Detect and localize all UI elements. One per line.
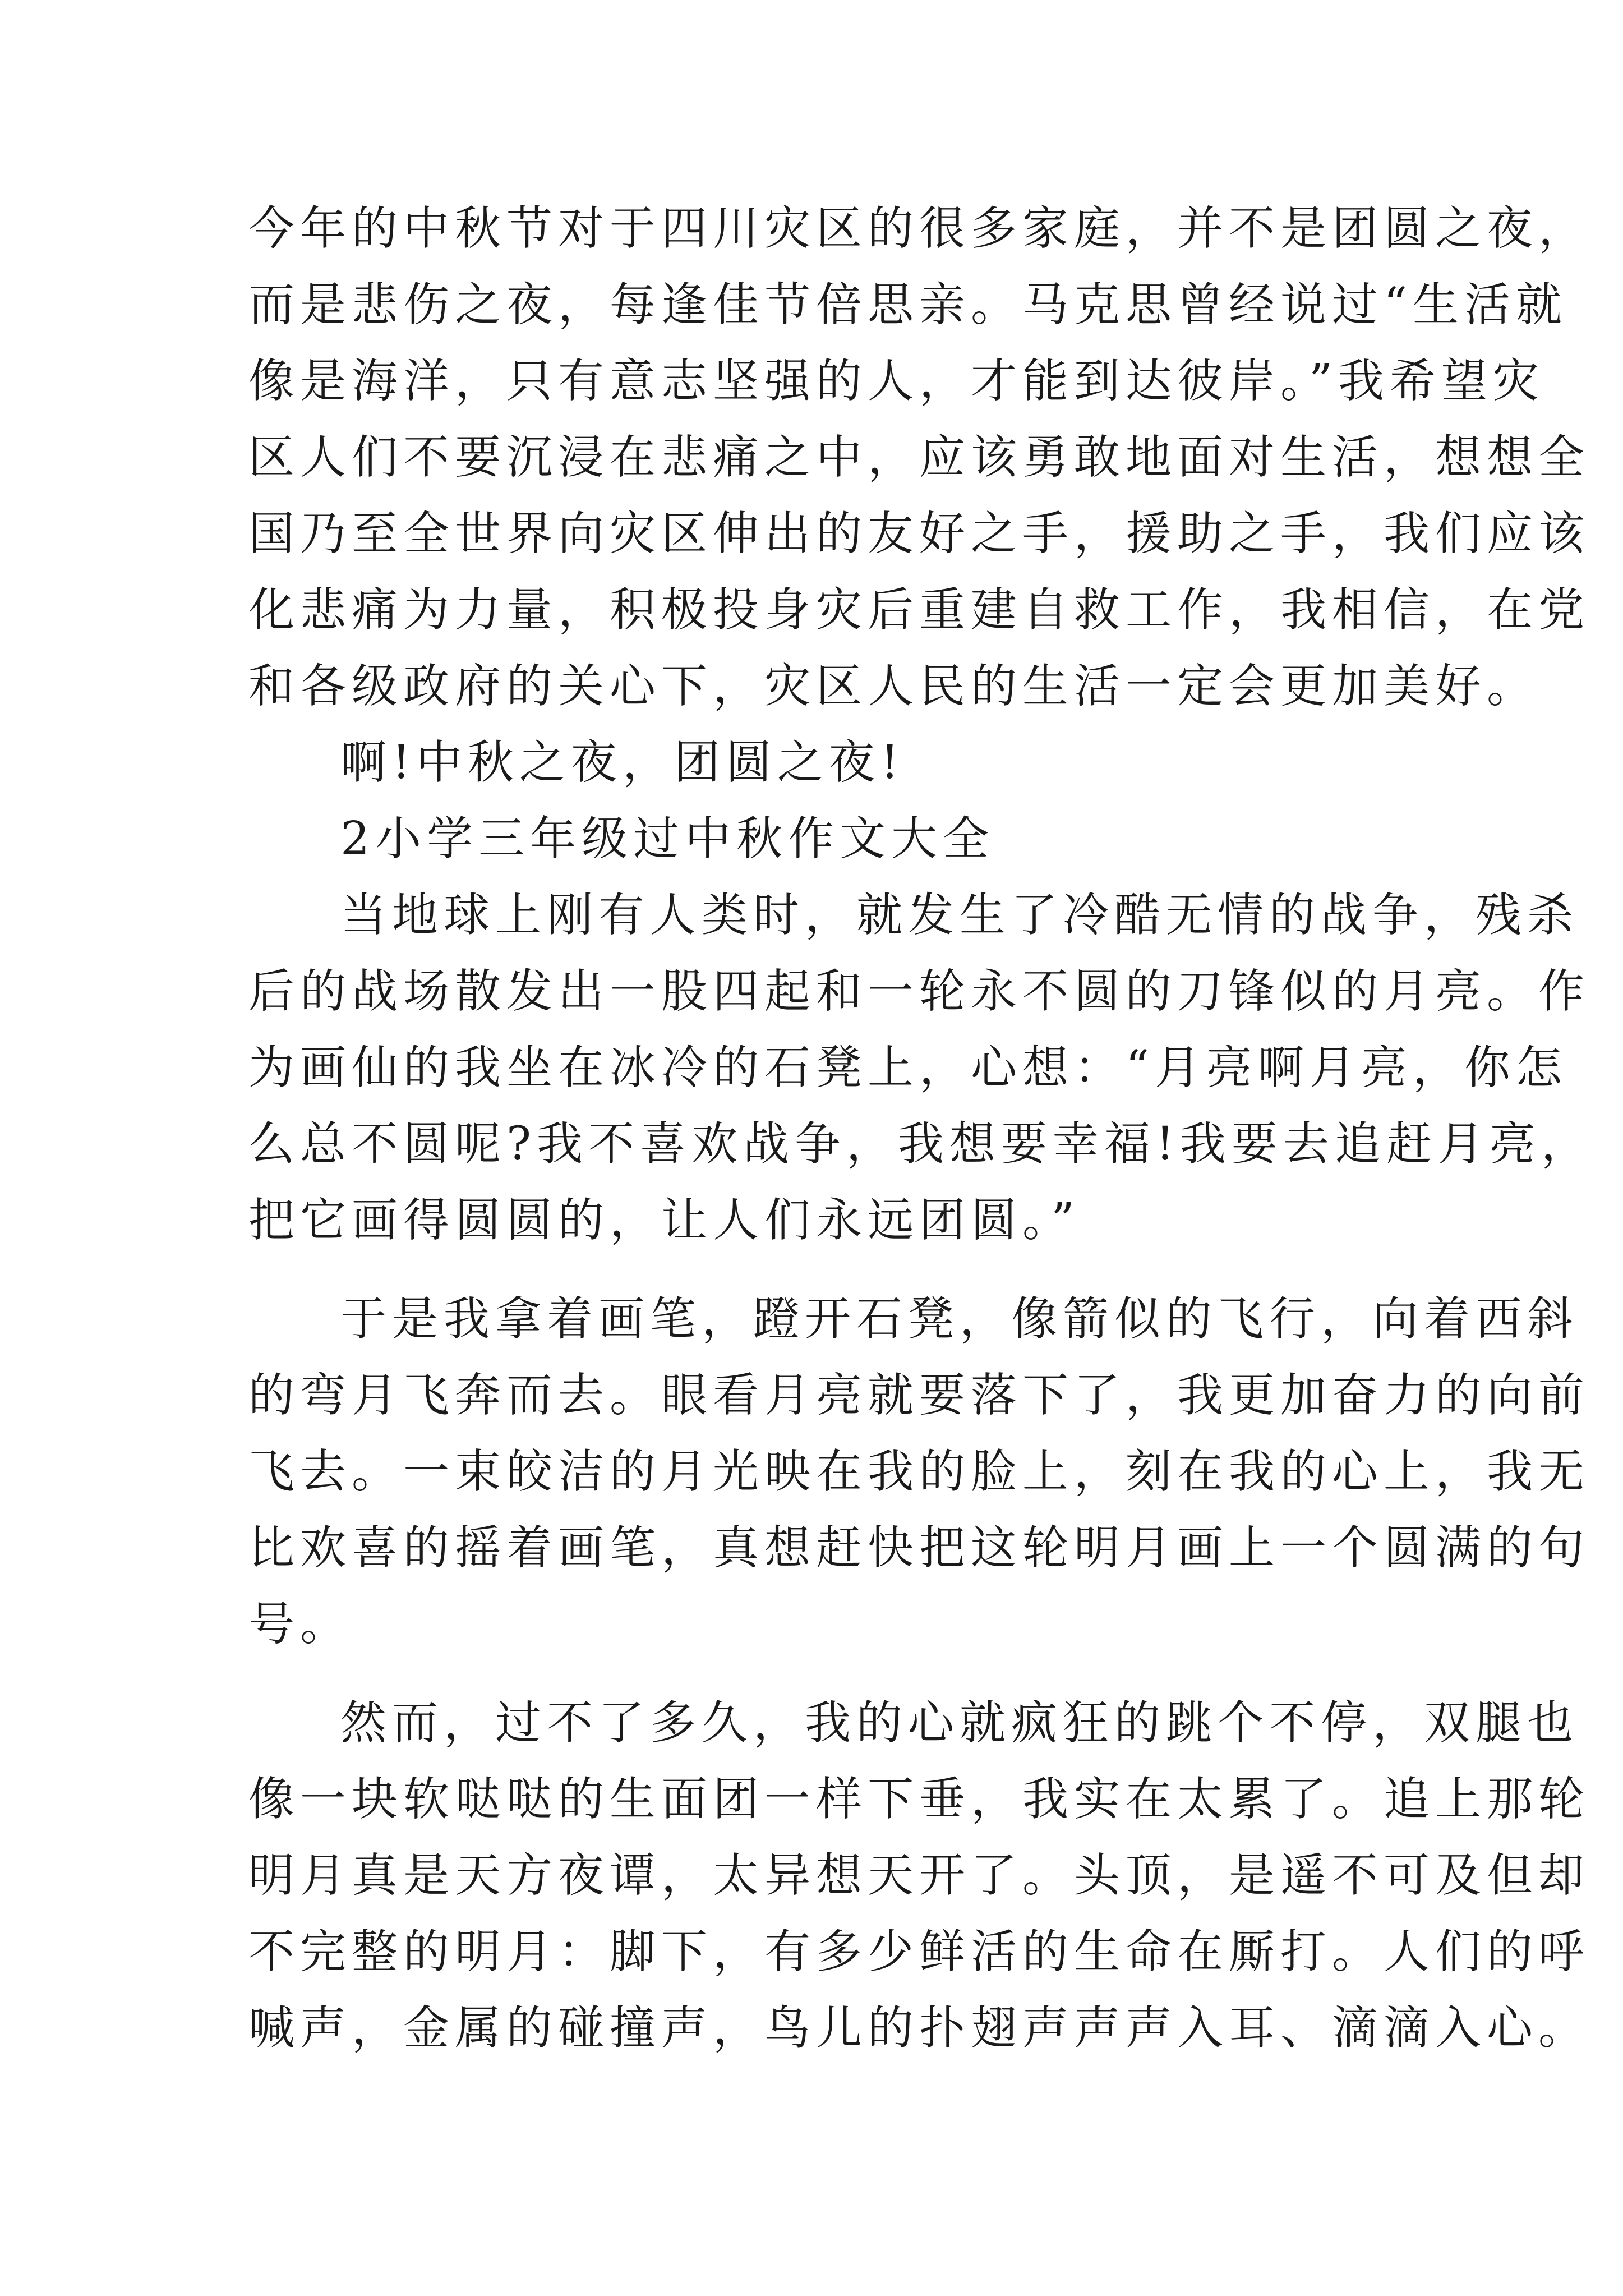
text-line: 比欢喜的摇着画笔，真想赶快把这轮明月画上一个圆满的句 bbox=[248, 1521, 1590, 1575]
document-body bbox=[248, 191, 1593, 2067]
text-line: 为画仙的我坐在冰冷的石凳上，心想：“月亮啊月亮，你怎 bbox=[248, 1041, 1567, 1094]
text-line: 和各级政府的关心下，灾区人民的生活一定会更加美好。 bbox=[248, 660, 1539, 713]
text-line: 国乃至全世界向灾区伸出的友好之手，援助之手，我们应该 bbox=[248, 507, 1590, 560]
text-line: 当地球上刚有人类时，就发生了冷酷无情的战争，残杀 bbox=[340, 889, 1579, 942]
text-line: 啊!中秋之夜，团圆之夜! bbox=[340, 736, 905, 789]
text-line: 后的战场散发出一股四起和一轮永不圆的刀锋似的月亮。作 bbox=[248, 965, 1590, 1018]
text-line: 化悲痛为力量，积极投身灾后重建自救工作，我相信，在党 bbox=[248, 583, 1590, 637]
text-line: 喊声，金属的碰撞声，鸟儿的扑翅声声声入耳、滴滴入心。 bbox=[248, 2001, 1590, 2055]
text-line: 像一块软哒哒的生面团一样下垂，我实在太累了。追上那轮 bbox=[248, 1773, 1590, 1826]
paragraph-1 bbox=[248, 191, 1590, 725]
paragraph-gap bbox=[248, 1259, 1387, 1281]
text-line: 么总不圆呢?我不喜欢战争，我想要幸福!我要去追赶月亮， bbox=[248, 1117, 1593, 1171]
text-line: 明月真是天方夜谭，太异想天开了。头顶，是遥不可及但却 bbox=[248, 1849, 1590, 1902]
paragraph-4 bbox=[248, 1281, 1590, 1663]
text-line: 的弯月飞奔而去。眼看月亮就要落下了，我更加奋力的向前 bbox=[248, 1369, 1590, 1422]
heading-text: 2小学三年级过中秋作文大全 bbox=[340, 812, 995, 866]
text-line: 号。 bbox=[248, 1598, 352, 1651]
text-line: 于是我拿着画笔，蹬开石凳，像箭似的飞行，向着西斜 bbox=[340, 1292, 1579, 1346]
text-line: 然而，过不了多久，我的心就疯狂的跳个不停，双腿也 bbox=[340, 1696, 1579, 1750]
text-line: 区人们不要沉浸在悲痛之中，应该勇敢地面对生活，想想全 bbox=[248, 431, 1590, 484]
paragraph-3 bbox=[248, 877, 1593, 1259]
paragraph-5 bbox=[248, 1685, 1590, 2067]
text-line: 像是海洋，只有意志坚强的人，才能到达彼岸。”我希望灾 bbox=[248, 355, 1544, 408]
text-line: 不完整的明月：脚下，有多少鲜活的生命在厮打。人们的呼 bbox=[248, 1925, 1590, 1978]
section-heading bbox=[248, 801, 1387, 877]
paragraph-2 bbox=[248, 725, 1387, 801]
text-line: 飞去。一束皎洁的月光映在我的脸上，刻在我的心上，我无 bbox=[248, 1445, 1590, 1498]
paragraph-gap bbox=[248, 1663, 1387, 1685]
text-line: 把它画得圆圆的，让人们永远团圆。” bbox=[248, 1194, 1080, 1247]
text-line: 今年的中秋节对于四川灾区的很多家庭，并不是团圆之夜， bbox=[248, 202, 1590, 255]
text-line: 而是悲伤之夜，每逢佳节倍思亲。马克思曾经说过“生活就 bbox=[248, 278, 1567, 332]
